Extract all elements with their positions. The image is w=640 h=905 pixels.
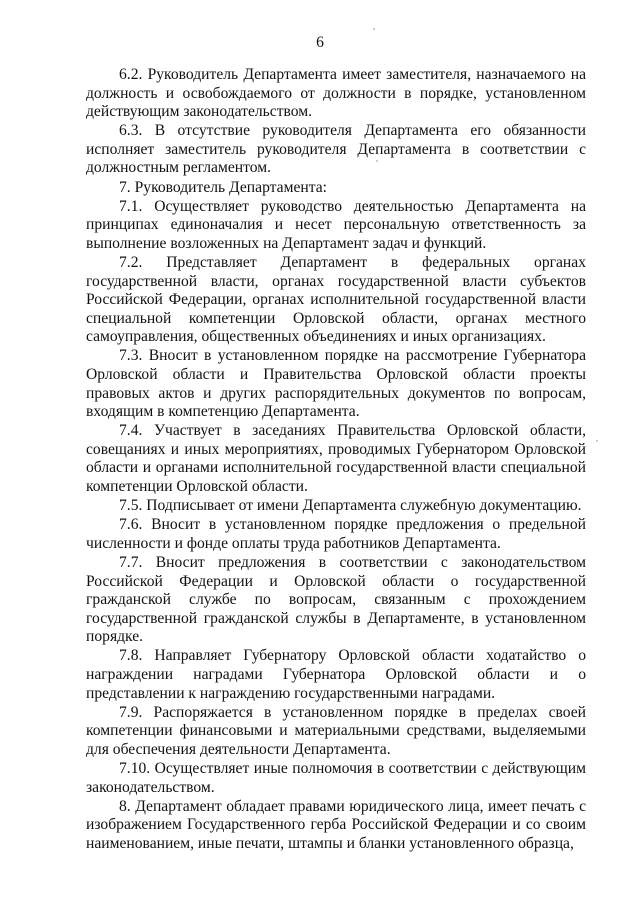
paragraph-7-1: 7.1. Осуществляет руководство деятельностью Департамента на принципах единоначалия и несет персональную ответственность за выполнение возложенных на Департамент задач и функций. [86, 197, 586, 252]
document-body [86, 66, 586, 854]
paragraph-7-4: 7.4. Участвует в заседаниях Правительства Орловской области, совещаниях и иных мероприятиях, проводимых Губернатором Орловской области и органами исполнительной государственной власти специальной компетенции Орловской области. [86, 422, 586, 496]
paragraph-6-2: 6.2. Руководитель Департамента имеет заместителя, назначаемого на должность и освобождаемого от должности в порядке, установленном действующим законодательством. [86, 66, 586, 121]
page-number: 6 [316, 34, 324, 51]
paragraph-7: 7. Руководитель Департамента: [119, 178, 327, 196]
paragraph-7-2: 7.2. Представляет Департамент в федеральных органах государственной власти, органах государственной власти субъектов Российской Федерации, органах исполнительной государственной власти специальной компетенции Орловской области, органах местного самоуправления, общественных объединениях и иных организациях. [86, 253, 586, 346]
paragraph-6-3: 6.3. В отсутствие руководителя Департамента его обязанности исполняет заместитель руководителя Департамента в соответствии с должностным регламентом. [86, 122, 586, 177]
scan-speck [376, 160, 378, 162]
scan-speck [373, 28, 375, 30]
paragraph-7-3: 7.3. Вносит в установленном порядке на рассмотрение Губернатора Орловской области и Правительства Орловской области проекты правовых актов и других распорядительных документов по вопросам, входящим в компетенцию Департамента. [86, 347, 586, 421]
paragraph-7-10: 7.10. Осуществляет иные полномочия в соответствии с действующим законодательством. [86, 759, 586, 796]
paragraph-7-6: 7.6. Вносит в установленном порядке предложения о предельной численности и фонде оплаты труда работников Департамента. [86, 516, 586, 552]
paragraph-7-5: 7.5. Подписывает от имени Департамента служебную документацию. [119, 497, 582, 515]
paragraph-7-9: 7.9. Распоряжается в установленном порядке в пределах своей компетенции финансовыми и материальными средствами, выделяемыми для обеспечения деятельности Департамента. [86, 703, 586, 758]
paragraph-7-7: 7.7. Вносит предложения в соответствии с законодательством Российской Федерации и Орловской области о государственной гражданской службе по вопросам, связанным с прохождением государственной гражданской службы в Департаменте, в установленном порядке. [86, 553, 586, 646]
paragraph-8: 8. Департамент обладает правами юридического лица, имеет печать с изображением Государственного герба Российской Федерации и со своим наименованием, иные печати, штампы и бланки установленного образца, [86, 797, 586, 852]
scan-speck [596, 440, 598, 442]
paragraph-7-8: 7.8. Направляет Губернатору Орловской области ходатайство о награждении наградами Губернатора Орловской области и о представлении к награждению государственными наградами. [86, 647, 586, 702]
